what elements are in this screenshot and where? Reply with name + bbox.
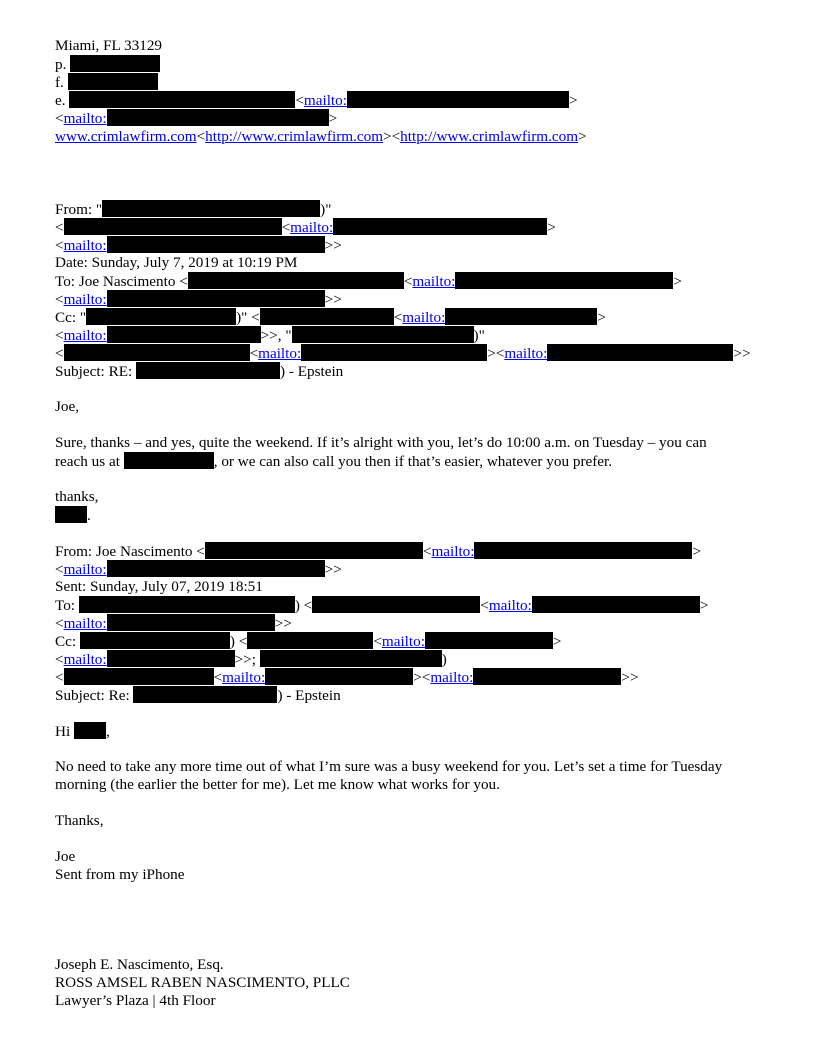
lt: < <box>249 345 259 362</box>
mailto-link[interactable]: mailto: <box>63 291 107 308</box>
mailto-link[interactable]: mailto: <box>402 309 446 326</box>
redaction-bar <box>107 236 325 253</box>
subject-tail: ) - Epstein <box>277 687 341 704</box>
redaction-bar <box>473 668 621 685</box>
subject-label: Subject: RE: <box>55 363 133 380</box>
lt: < <box>55 327 64 344</box>
email2-subject <box>55 686 341 704</box>
lt: < <box>55 669 64 686</box>
lt: < <box>373 633 382 650</box>
gt: > <box>324 291 334 308</box>
email2-cc-line-2 <box>55 650 447 668</box>
subject-label: Subject: Re: <box>55 687 130 704</box>
lt: < <box>480 597 489 614</box>
gt: > <box>333 561 342 578</box>
mailto-link[interactable]: mailto: <box>381 633 425 650</box>
fax-label: f. <box>55 74 64 91</box>
redaction-bar <box>347 91 569 108</box>
email1-to-line-2 <box>55 290 342 308</box>
email1-cc-line <box>55 308 606 326</box>
lt: < <box>213 669 223 686</box>
body-text: , or we can also call you then if that’s easier, whatever you prefer. <box>213 453 613 470</box>
email2-to-line <box>55 596 708 614</box>
redaction-bar <box>474 542 692 559</box>
gt: > <box>547 219 556 236</box>
cc-label: Cc: <box>55 633 77 650</box>
lt: < <box>55 110 64 127</box>
redaction-bar <box>102 200 320 217</box>
redaction-bar <box>532 596 700 613</box>
mailto-link[interactable]: mailto: <box>430 669 474 686</box>
to-label: To: <box>55 597 76 614</box>
redaction-bar <box>107 326 261 343</box>
email2-greeting <box>55 722 110 740</box>
lt: < <box>55 561 64 578</box>
to-label: To: Joe Nascimento < <box>55 273 188 290</box>
mailto-link[interactable]: mailto: <box>63 110 107 127</box>
gt: > <box>629 669 639 686</box>
mailto-link[interactable]: mailto: <box>488 597 532 614</box>
redaction-bar <box>64 218 282 235</box>
website-line <box>55 128 587 146</box>
greeting-text: Hi <box>55 723 71 740</box>
redaction-bar <box>68 73 158 90</box>
redaction-bar <box>292 326 474 343</box>
redaction-bar <box>260 650 442 667</box>
email1-body-line: Sure, thanks – and yes, quite the weekend. If it’s alright with you, let’s do 10:00 a.m. on Tuesday – you can <box>55 434 707 451</box>
lt: < <box>55 345 64 362</box>
mailto-link[interactable]: mailto: <box>63 237 107 254</box>
lt: < <box>55 615 64 632</box>
gt: > <box>552 633 562 650</box>
cc-label: Cc: " <box>55 309 87 326</box>
lt: < <box>422 543 432 560</box>
redaction-bar <box>547 344 733 361</box>
mailto-link[interactable]: mailto: <box>290 219 334 236</box>
gt: > <box>324 237 334 254</box>
gt: > <box>692 543 702 560</box>
email1-cc-line-3 <box>55 344 751 362</box>
cc-sep: ) < <box>229 633 248 650</box>
redaction-bar <box>133 686 277 703</box>
signature-firm: ROSS AMSEL RABEN NASCIMENTO, PLLC <box>55 974 350 991</box>
greeting-comma: , <box>105 723 110 740</box>
gt: > <box>383 128 392 145</box>
mailto-link[interactable]: mailto: <box>412 273 456 290</box>
signature-name: Joseph E. Nascimento, Esq. <box>55 956 224 973</box>
mailto-link[interactable]: mailto: <box>63 615 107 632</box>
gt: > <box>487 345 496 362</box>
subject-tail: ) - Epstein <box>280 363 344 380</box>
sign-period: . <box>87 507 91 524</box>
email1-greeting: Joe, <box>55 398 80 415</box>
redaction-bar <box>188 272 404 289</box>
lt: < <box>295 92 304 109</box>
fax-line <box>55 73 158 91</box>
redaction-bar <box>69 91 295 108</box>
email-label: e. <box>55 92 66 109</box>
mailto-link[interactable]: mailto: <box>504 345 548 362</box>
redaction-bar <box>86 308 236 325</box>
gt: > <box>333 291 342 308</box>
redaction-bar <box>74 722 106 739</box>
email1-signature <box>55 506 91 524</box>
redaction-bar <box>79 596 295 613</box>
email1-date: Date: Sunday, July 7, 2019 at 10:19 PM <box>55 254 298 271</box>
redaction-bar <box>107 560 325 577</box>
email2-to-line-2 <box>55 614 292 632</box>
gt: > <box>333 237 342 254</box>
mailto-link[interactable]: mailto: <box>63 561 107 578</box>
lt: < <box>55 291 64 308</box>
redaction-bar <box>124 452 214 469</box>
gt: > <box>568 92 578 109</box>
redaction-bar <box>247 632 373 649</box>
from-label: From: " <box>55 201 103 218</box>
body-text: reach us at <box>55 453 120 470</box>
lt: < <box>55 237 64 254</box>
redaction-bar <box>333 218 547 235</box>
cc-close: ) <box>441 651 447 668</box>
redaction-bar <box>205 542 423 559</box>
lt: < <box>393 309 403 326</box>
lt: < <box>403 273 413 290</box>
from-label: From: Joe Nascimento < <box>55 543 205 560</box>
redaction-bar <box>107 109 329 126</box>
email1-from-line <box>55 200 331 218</box>
email2-body-line-2: morning (the earlier the better for me). Let me know what works for you. <box>55 776 500 793</box>
lt: < <box>495 345 505 362</box>
gt: > <box>673 273 682 290</box>
from-close: )" <box>320 201 332 218</box>
lt: < <box>281 219 291 236</box>
mailto-link[interactable]: mailto: <box>431 543 475 560</box>
redaction-bar <box>64 668 214 685</box>
gt: > <box>597 309 606 326</box>
website-url-link-2[interactable]: http://www.crimlawfirm.com <box>400 128 579 145</box>
cc-sep: )" < <box>236 309 260 326</box>
website-link[interactable]: www.crimlawfirm.com <box>55 128 197 145</box>
lt: < <box>391 128 401 145</box>
website-url-link[interactable]: http://www.crimlawfirm.com <box>205 128 384 145</box>
email-line-2 <box>55 109 337 127</box>
signature-address: Lawyer’s Plaza | 4th Floor <box>55 992 216 1009</box>
email2-from-line <box>55 542 701 560</box>
gt: > <box>328 110 338 127</box>
email1-to-line <box>55 272 682 290</box>
phone-label: p. <box>55 56 67 73</box>
email2-name: Joe <box>55 848 76 865</box>
lt: < <box>55 219 64 236</box>
redaction-bar <box>136 362 280 379</box>
gt: > <box>699 597 709 614</box>
mailto-link[interactable]: mailto: <box>222 669 266 686</box>
mailto-link[interactable]: mailto: <box>63 327 107 344</box>
redaction-bar <box>301 344 487 361</box>
gt: > <box>413 669 422 686</box>
cc-sep-2: >>; <box>234 651 256 668</box>
redaction-bar <box>425 632 553 649</box>
gt: > <box>283 615 292 632</box>
email1-cc-line-2 <box>55 326 485 344</box>
email2-cc-line-3 <box>55 668 639 686</box>
email1-from-line-3 <box>55 236 342 254</box>
lt: < <box>421 669 431 686</box>
email2-body-line: No need to take any more time out of what I’m sure was a busy weekend for you. Let’s set a time for Tuesday <box>55 758 723 775</box>
redaction-bar <box>265 668 413 685</box>
redaction-bar <box>445 308 597 325</box>
gt: > <box>324 561 334 578</box>
redaction-bar <box>312 596 480 613</box>
email1-closing: thanks, <box>55 488 99 505</box>
redaction-bar <box>107 650 235 667</box>
email2-sent-from: Sent from my iPhone <box>55 866 185 883</box>
gt: > <box>578 128 587 145</box>
email1-from-line-2 <box>55 218 556 236</box>
mailto-link[interactable]: mailto: <box>258 345 302 362</box>
address-line: Miami, FL 33129 <box>55 37 163 54</box>
redaction-bar <box>455 272 673 289</box>
redaction-bar <box>107 290 325 307</box>
cc-sep-2: >>, " <box>260 327 292 344</box>
email2-from-line-2 <box>55 560 342 578</box>
phone-line <box>55 55 160 73</box>
gt: > <box>274 615 284 632</box>
email2-sent: Sent: Sunday, July 07, 2019 18:51 <box>55 578 263 595</box>
gt: > <box>733 345 742 362</box>
email2-closing: Thanks, <box>55 812 104 829</box>
redaction-bar <box>64 344 250 361</box>
email1-body-line-2 <box>55 452 612 470</box>
lt: < <box>196 128 206 145</box>
to-sep: ) < <box>294 597 313 614</box>
mailto-link[interactable]: mailto: <box>63 651 107 668</box>
cc-close: )" <box>473 327 485 344</box>
mailto-link[interactable]: mailto: <box>303 92 347 109</box>
redaction-bar <box>70 55 160 72</box>
email-line <box>55 91 578 109</box>
email1-subject <box>55 362 343 380</box>
redaction-bar <box>80 632 230 649</box>
redaction-bar <box>260 308 394 325</box>
gt: > <box>741 345 751 362</box>
lt: < <box>55 651 64 668</box>
redaction-bar <box>107 614 275 631</box>
email2-cc-line <box>55 632 562 650</box>
gt: > <box>621 669 630 686</box>
redaction-bar <box>55 506 87 523</box>
